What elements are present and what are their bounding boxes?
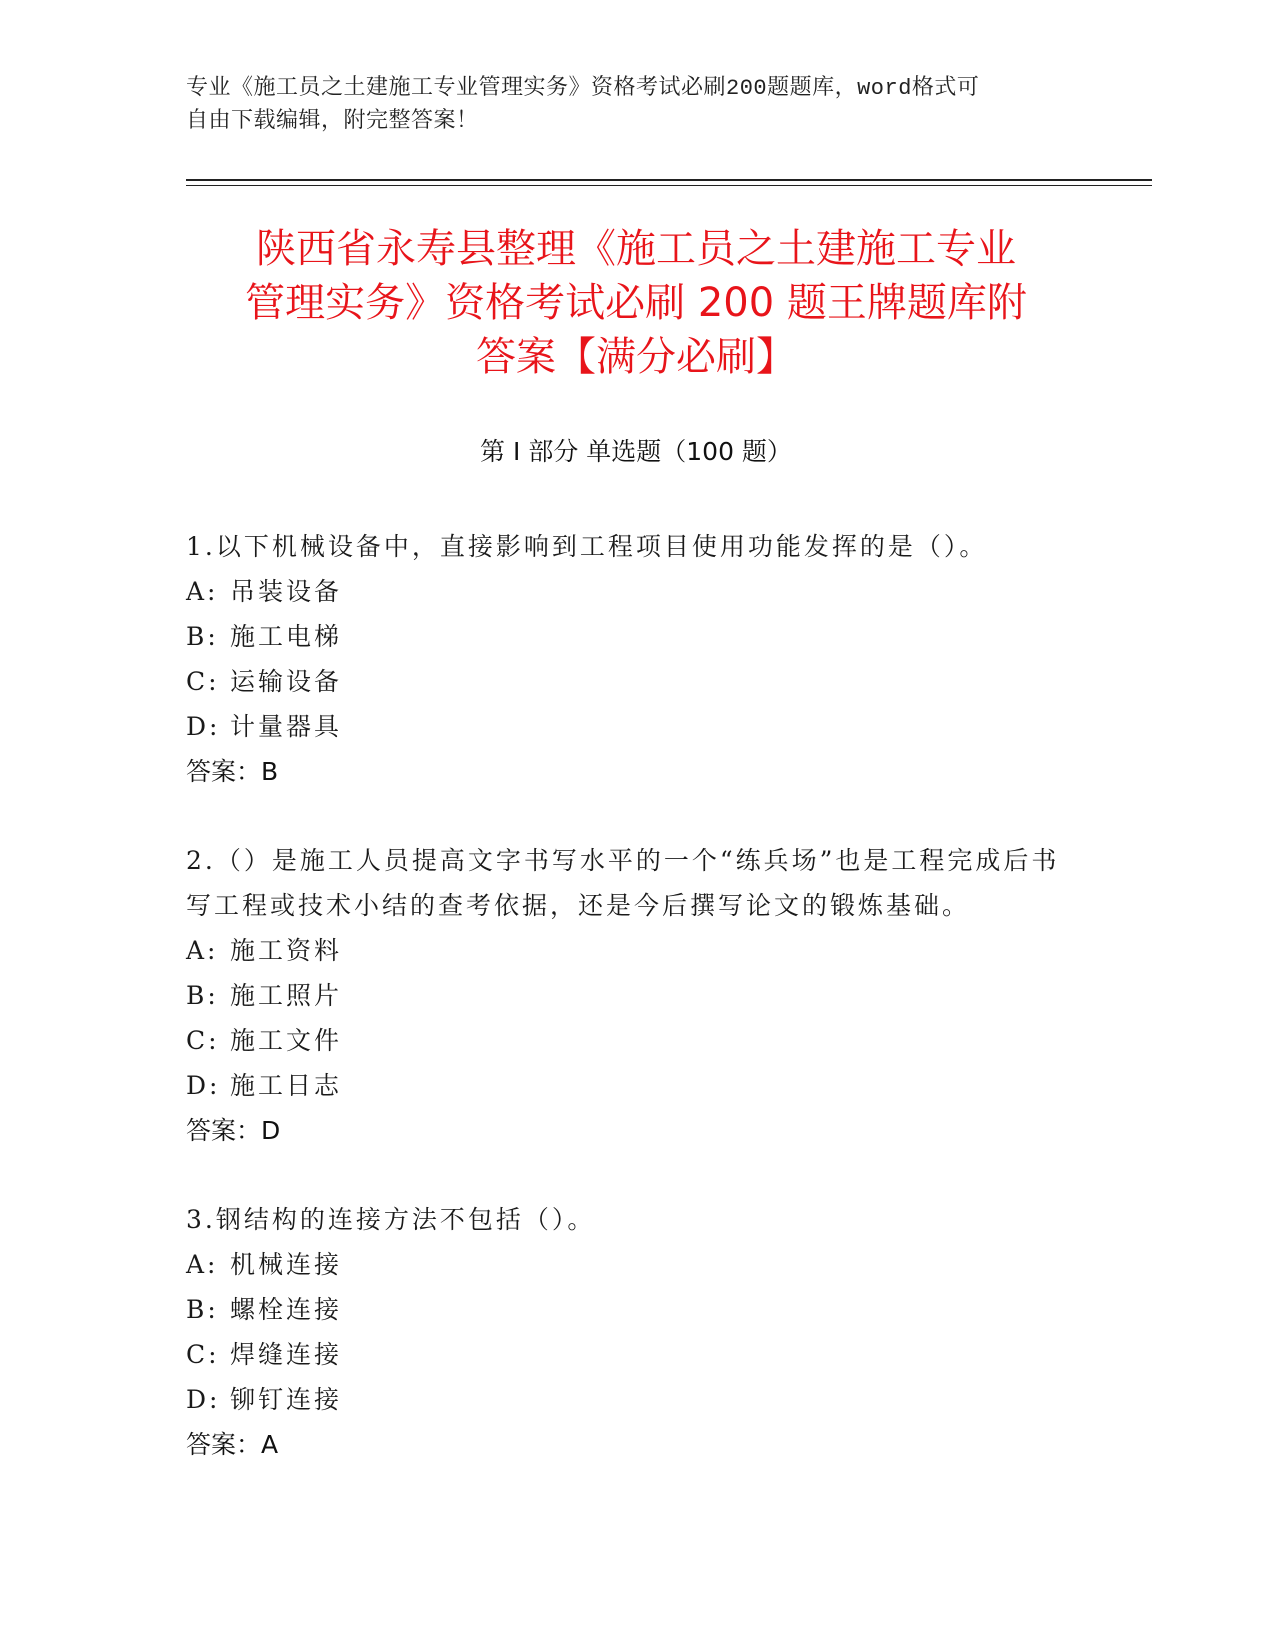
option-text: 焊缝连接 xyxy=(230,1340,343,1369)
option-text: 计量器具 xyxy=(230,712,343,741)
option-text: 铆钉连接 xyxy=(230,1385,343,1414)
header-divider-thick xyxy=(186,179,1152,181)
option-text: 施工照片 xyxy=(230,981,343,1010)
document-title xyxy=(186,222,1086,384)
question-item xyxy=(186,524,1076,794)
option-letter: A: xyxy=(186,1250,219,1279)
option-d xyxy=(186,1063,1076,1108)
option-letter: A: xyxy=(186,936,219,965)
header-note xyxy=(186,72,1066,138)
title-line-1: 陕西省永寿县整理《施工员之土建施工专业 xyxy=(256,226,1016,272)
option-a xyxy=(186,569,1076,614)
option-text: 施工文件 xyxy=(230,1026,343,1055)
option-text: 吊装设备 xyxy=(230,577,343,606)
title-line-2: 管理实务》资格考试必刷 200 题王牌题库附 xyxy=(245,280,1027,326)
option-b xyxy=(186,973,1076,1018)
answer-line: 答案：D xyxy=(186,1116,281,1145)
header-note-line-1: 专业《施工员之土建施工专业管理实务》资格考试必刷200题题库，word格式可 xyxy=(186,76,980,101)
option-text: 运输设备 xyxy=(230,667,343,696)
header-note-line-2: 自由下载编辑，附完整答案！ xyxy=(186,109,479,134)
option-a xyxy=(186,1242,1076,1287)
option-letter: C: xyxy=(186,667,220,696)
option-letter: C: xyxy=(186,1026,220,1055)
option-text: 螺栓连接 xyxy=(230,1295,343,1324)
option-letter: B: xyxy=(186,1295,219,1324)
option-b xyxy=(186,614,1076,659)
option-a xyxy=(186,928,1076,973)
option-text: 施工日志 xyxy=(230,1071,343,1100)
question-item xyxy=(186,838,1076,1153)
option-letter: B: xyxy=(186,981,219,1010)
question-stem: 2.（）是施工人员提高文字书写水平的一个“练兵场”也是工程完成后书写工程或技术小结的查考依据，还是今后撰写论文的锻炼基础。 xyxy=(186,846,1060,920)
option-d xyxy=(186,1377,1076,1422)
option-b xyxy=(186,1287,1076,1332)
option-letter: D: xyxy=(186,1385,221,1414)
answer-line: 答案：A xyxy=(186,1430,279,1459)
option-letter: D: xyxy=(186,712,221,741)
question-stem: 1.以下机械设备中，直接影响到工程项目使用功能发挥的是（）。 xyxy=(186,532,988,561)
question-stem: 3.钢结构的连接方法不包括（）。 xyxy=(186,1205,596,1234)
option-letter: D: xyxy=(186,1071,221,1100)
question-item xyxy=(186,1197,1076,1467)
header-divider-thin xyxy=(186,185,1152,186)
option-text: 施工电梯 xyxy=(230,622,343,651)
option-text: 施工资料 xyxy=(230,936,343,965)
section-heading: 第 I 部分 单选题（100 题） xyxy=(480,437,792,466)
question-list xyxy=(186,524,1076,1511)
title-line-3: 答案【满分必刷】 xyxy=(476,334,796,380)
option-letter: B: xyxy=(186,622,219,651)
option-letter: C: xyxy=(186,1340,220,1369)
option-letter: A: xyxy=(186,577,219,606)
option-d xyxy=(186,704,1076,749)
option-c xyxy=(186,1018,1076,1063)
option-text: 机械连接 xyxy=(230,1250,343,1279)
answer-line: 答案：B xyxy=(186,757,279,786)
option-c xyxy=(186,1332,1076,1377)
option-c xyxy=(186,659,1076,704)
